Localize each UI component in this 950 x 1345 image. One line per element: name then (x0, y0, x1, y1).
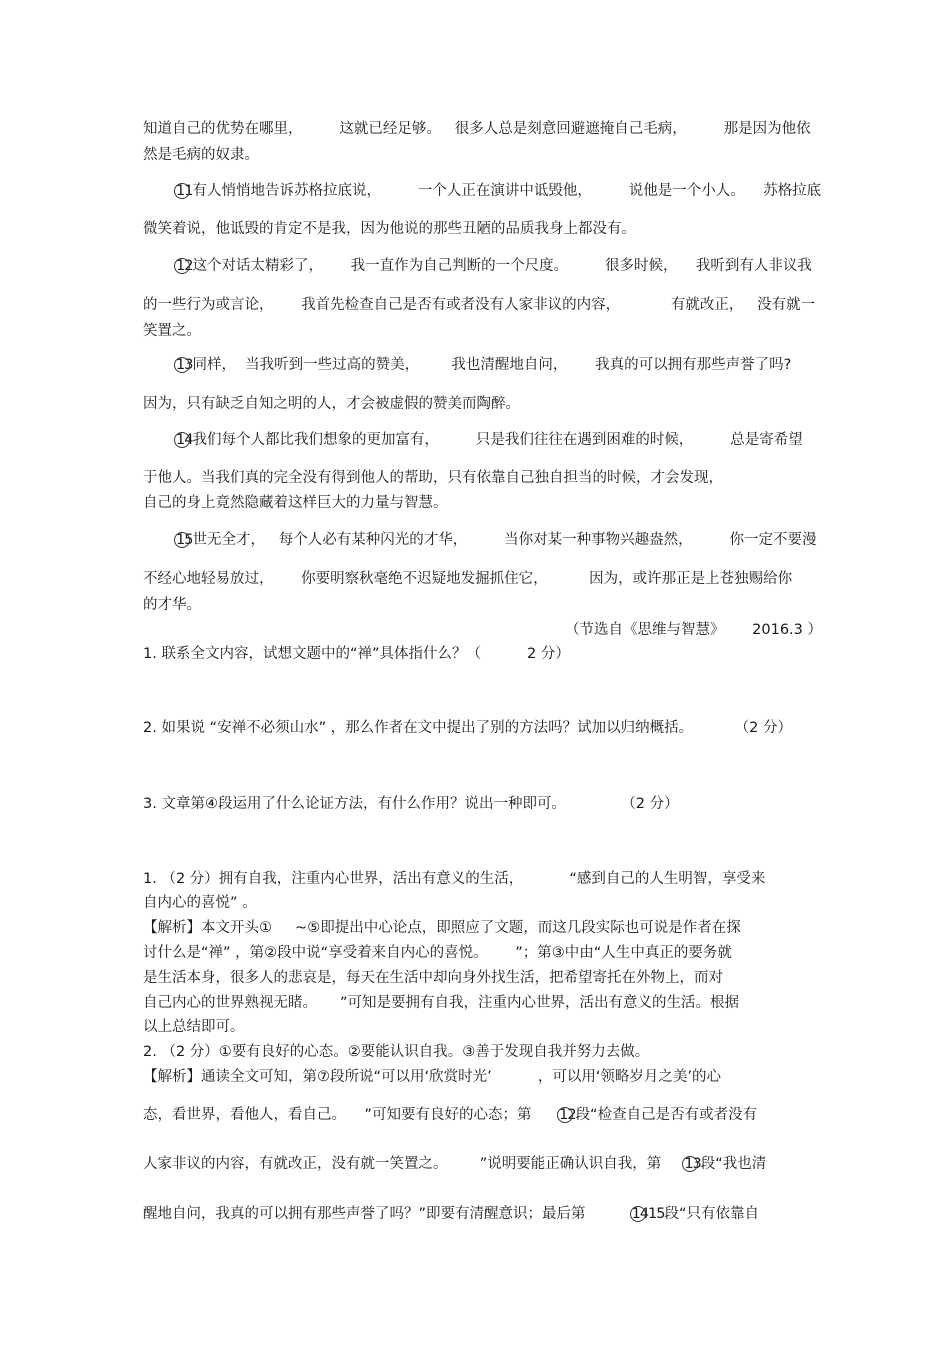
circled-paragraph-number: 11 (176, 183, 193, 199)
circled-paragraph-number: 13 (176, 357, 193, 373)
text-segment: 然是毛病的奴隶。 (143, 147, 259, 163)
circled-paragraph-number: 15 (176, 532, 193, 548)
text-line (143, 596, 201, 614)
text-line (176, 356, 791, 374)
text-line (176, 531, 817, 549)
text-line (143, 296, 815, 314)
text-line (143, 1155, 766, 1173)
text-line (143, 1018, 245, 1036)
text-line (176, 182, 821, 200)
text-line (143, 969, 723, 987)
text-segment: 的一些行为或言论， 我首先检查自己是否有或者没有人家非议的内容， 有就改正， 没有就一 (143, 297, 816, 313)
circled-paragraph-number: 14 (176, 432, 193, 448)
text-line (143, 1106, 757, 1124)
text-line (176, 431, 803, 449)
text-segment: 笑置之。 (143, 323, 201, 339)
text-segment: 有人悄悄地告诉苏格拉底说， 一个人正在演讲中诋毁他， 说他是一个小人。 苏格拉底 (192, 183, 822, 199)
text-segment: 态，看世界，看他人，看自己。 ”可知要有良好的心态；第 (143, 1107, 560, 1123)
circled-paragraph-number: 1415 (631, 1206, 665, 1222)
text-segment: 醒地自问，我真的可以拥有那些声誉了吗？”即要有清醒意识；最后第 (143, 1206, 632, 1222)
text-segment: 1. （2 分）拥有自我，注重内心世界，活出有意义的生活， “感到自己的人生明智，享受来 (143, 871, 766, 887)
text-line (143, 469, 723, 487)
text-segment: 段“检查自己是否有或者没有 (575, 1107, 758, 1123)
text-segment: 是生活本身，很多人的悲哀是，每天在生活中却向身外找生活，把希望寄托在外物上，而对 (143, 970, 723, 986)
text-segment: 讨什么是“禅” ，第②段中说“享受着来自内心的喜悦。 ”；第③中由“人生中真正的要务就 (143, 945, 732, 961)
text-line (143, 894, 257, 912)
circled-paragraph-number: 12 (559, 1107, 576, 1123)
text-segment: 的才华。 (143, 597, 201, 613)
text-line (143, 919, 741, 937)
text-segment: 自己的身上竟然隐藏着这样巨大的力量与智慧。 (143, 495, 448, 511)
text-segment: 【解析】通读全文可知，第⑦段所说“可以用‘欣赏时光’ ，可以用‘领略岁月之美’的心 (143, 1069, 722, 1085)
text-line (143, 494, 448, 512)
text-line (143, 1068, 721, 1086)
text-line (143, 1043, 649, 1061)
text-line (143, 645, 570, 663)
text-segment: 这个对话太精彩了， 我一直作为自己判断的一个尺度。 很多时候， 我听到有人非议我 (192, 258, 812, 274)
text-line (565, 621, 822, 639)
text-line (176, 257, 812, 275)
text-line (143, 395, 520, 413)
text-segment: （节选自《思维与智慧》 2016.3 ） (565, 622, 822, 638)
text-segment: 于他人。当我们真的完全没有得到他人的帮助，只有依靠自己独自担当的时候，才会发现， (143, 470, 723, 486)
text-segment: 人家非议的内容，有就改正，没有就一笑置之。 ”说明要能正确认识自我，第 (143, 1156, 685, 1172)
text-line (143, 120, 811, 138)
text-line (143, 994, 739, 1012)
text-segment: 2. 如果说 “安禅不必须山水” ，那么作者在文中提出了别的方法吗？试加以归纳概括。 （2 分） (143, 720, 792, 736)
text-line (143, 220, 636, 238)
text-segment: 不经心地轻易放过， 你要明察秋毫绝不迟疑地发掘抓住它， 因为，或许那正是上苍独赐给你 (143, 571, 793, 587)
circled-paragraph-number: 12 (176, 258, 193, 274)
text-segment: 知道自己的优势在哪里， 这就已经足够。 很多人总是刻意回避遮掩自己毛病， 那是因为他依 (143, 121, 811, 137)
text-segment: 我们每个人都比我们想象的更加富有， 只是我们往往在遇到困难的时候， 总是寄希望 (192, 432, 803, 448)
text-line (143, 322, 201, 340)
text-segment: 段“我也清 (700, 1156, 767, 1172)
text-segment: 自内心的喜悦” 。 (143, 895, 257, 911)
text-line (143, 870, 765, 888)
text-line (143, 570, 792, 588)
text-segment: 因为，只有缺乏自知之明的人，才会被虚假的赞美而陶醉。 (143, 396, 520, 412)
text-segment: 2. （2 分）①要有良好的心态。②要能认识自我。③善于发现自我并努力去做。 (143, 1044, 650, 1060)
circled-paragraph-number: 13 (684, 1156, 701, 1172)
text-segment: 1. 联系全文内容，试想文题中的“禅”具体指什么？（ 2 分） (143, 646, 570, 662)
text-line (143, 1205, 759, 1223)
text-segment: 自己内心的世界熟视无睹。 ”可知是要拥有自我，注重内心世界，活出有意义的生活。根据 (143, 995, 740, 1011)
text-segment: 段“只有依靠自 (664, 1206, 760, 1222)
text-segment: 微笑着说，他诋毁的肯定不是我，因为他说的那些丑陋的品质我身上都没有。 (143, 221, 636, 237)
text-line (143, 944, 732, 962)
text-line (143, 795, 679, 813)
text-line (143, 719, 792, 737)
text-segment: 世无全才， 每个人必有某种闪光的才华， 当你对某一种事物兴趣盎然， 你一定不要漫 (192, 532, 817, 548)
text-segment: 3. 文章第④段运用了什么论证方法，有什么作用？说出一种即可。 （2 分） (143, 796, 679, 812)
text-segment: 同样， 当我听到一些过高的赞美， 我也清醒地自问， 我真的可以拥有那些声誉了吗? (192, 357, 792, 373)
text-line (143, 146, 259, 164)
text-segment: 以上总结即可。 (143, 1019, 245, 1035)
text-segment: 【解析】本文开头① ~⑤即提出中心论点，即照应了文题，而这几段实际也可说是作者在探 (143, 920, 741, 936)
